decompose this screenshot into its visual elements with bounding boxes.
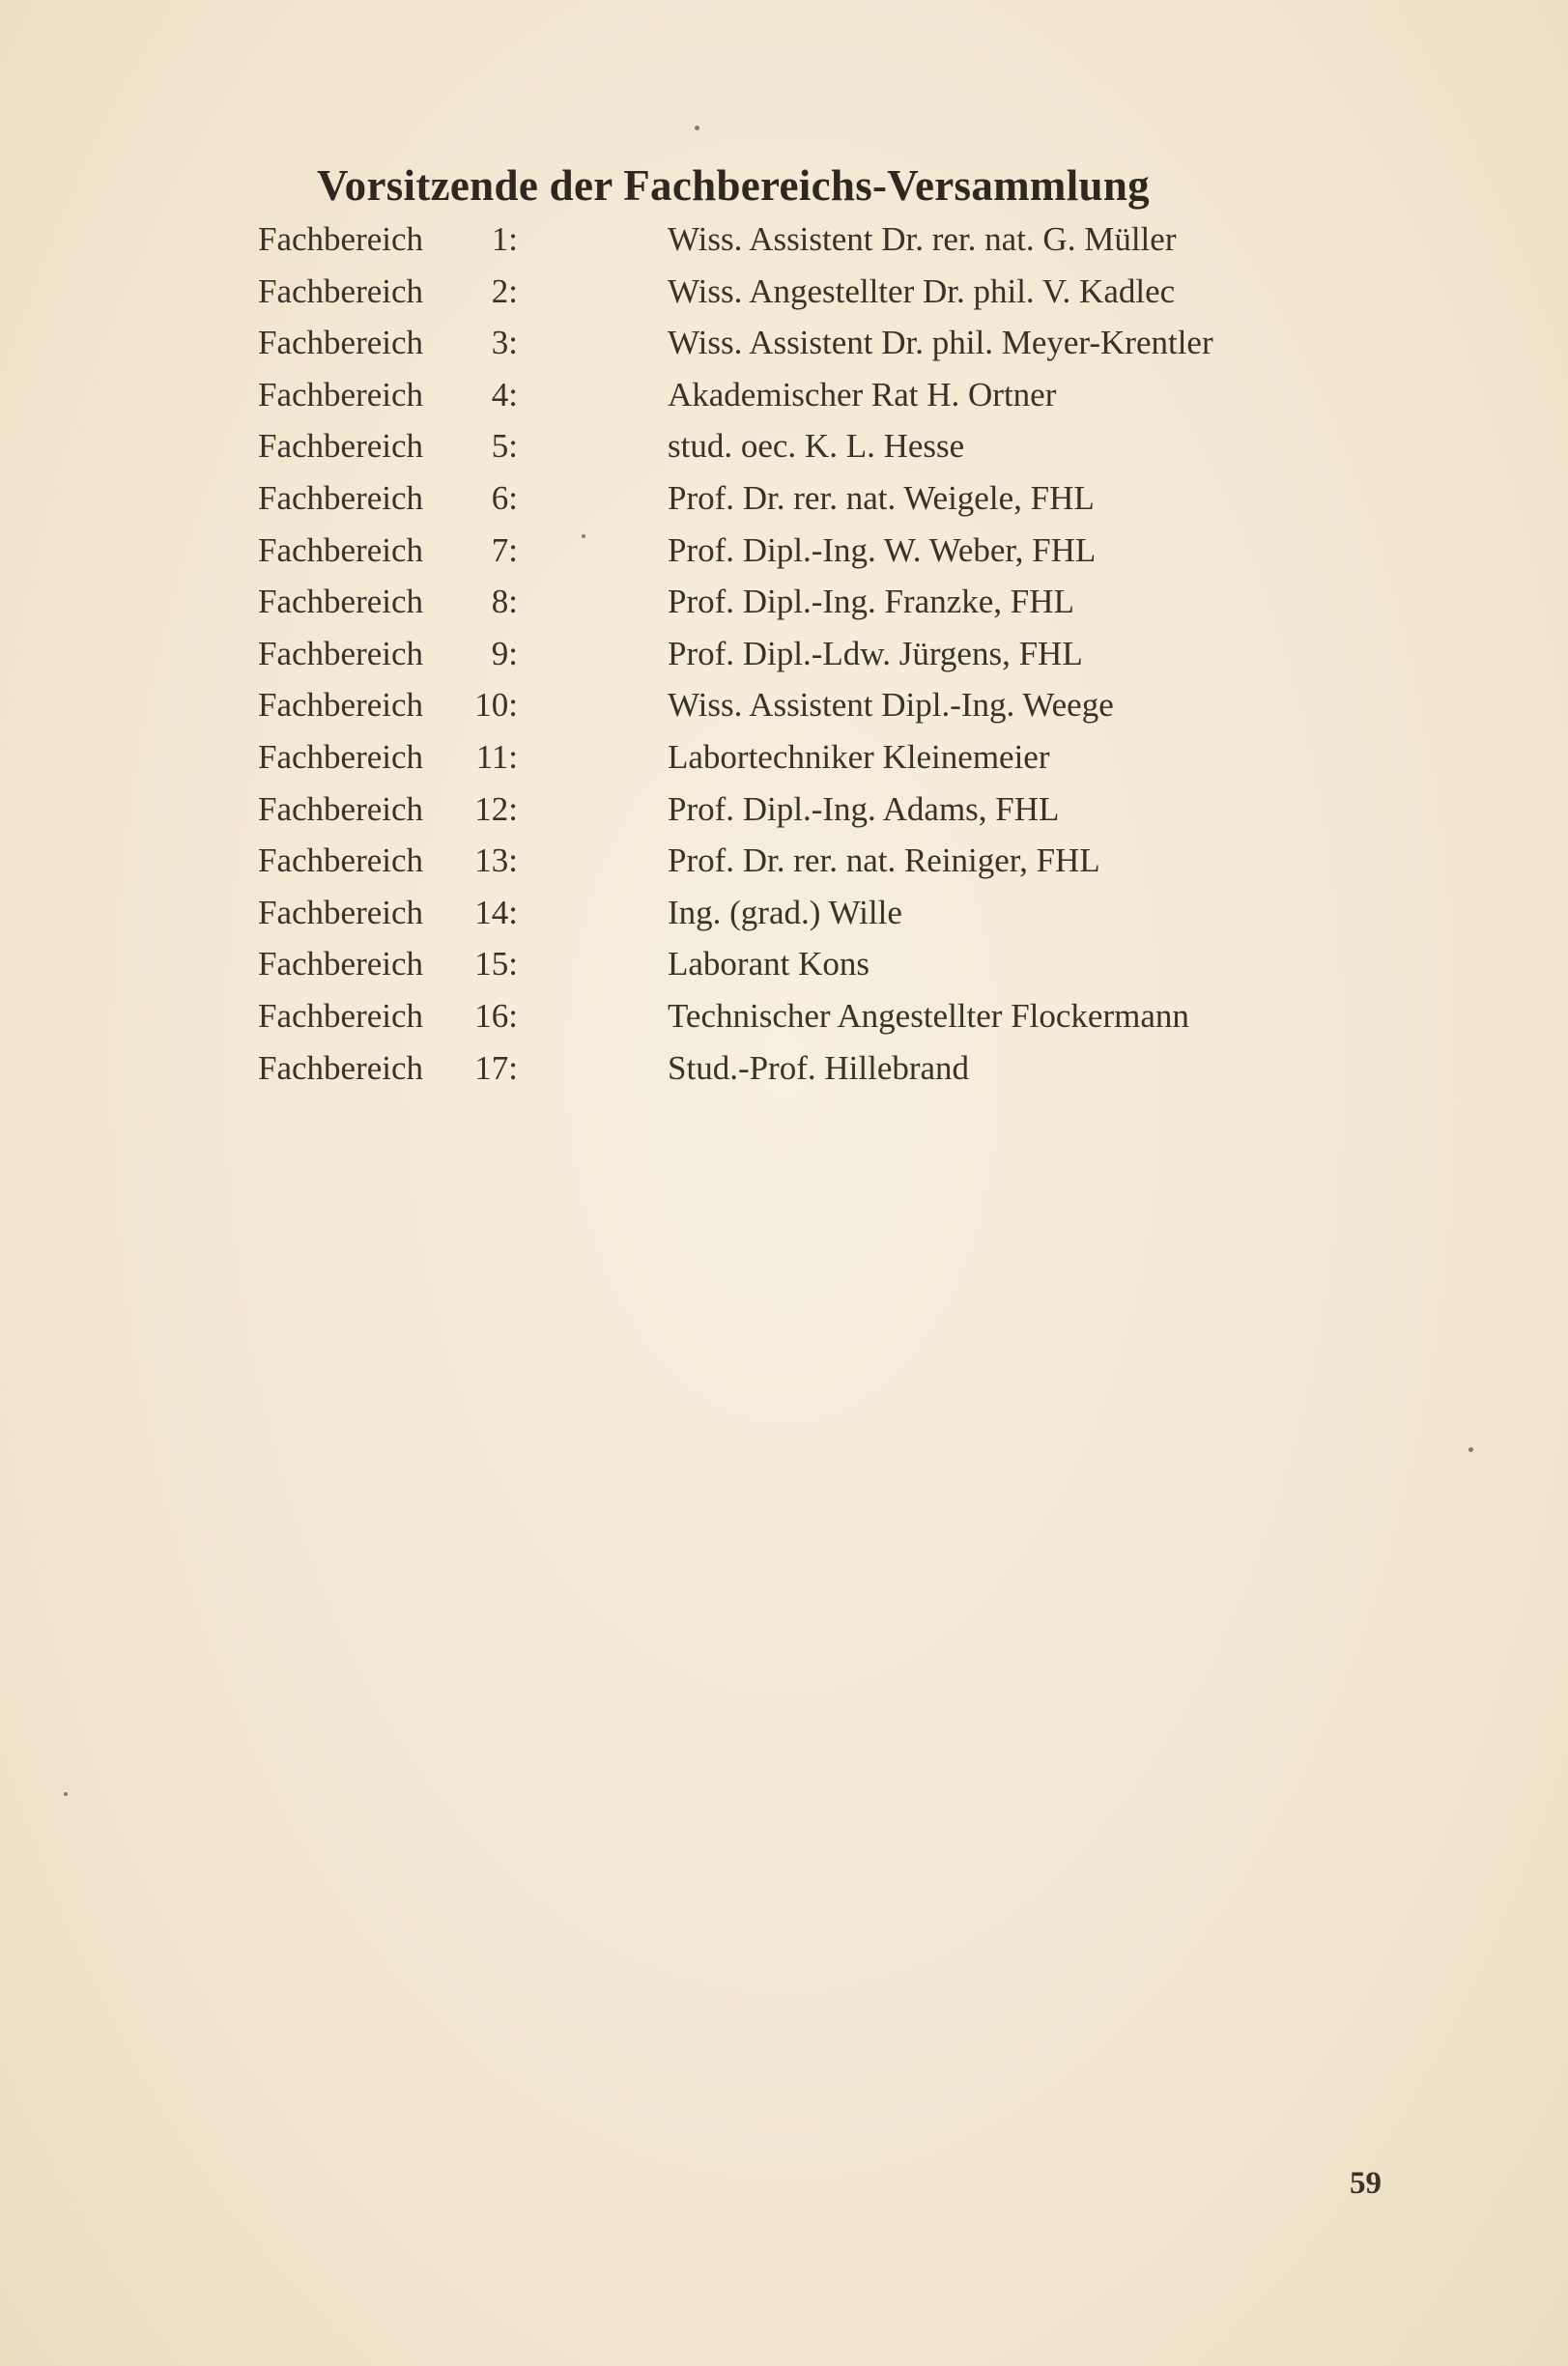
department-label: Fachbereich [258,893,424,931]
list-item [0,479,1568,531]
paper-speck [582,534,585,538]
chair-name: Prof. Dipl.-Ing. Franzke, FHL [668,583,1074,621]
department-number: 12: [474,789,518,828]
department-label: Fachbereich [258,737,424,776]
department-label: Fachbereich [258,220,424,258]
department-number: 13: [474,841,518,880]
list-item [0,997,1568,1049]
list-item [0,220,1568,272]
department-number: 14: [474,893,518,931]
entry-list [0,220,1568,1100]
department-number: 3: [491,324,518,362]
list-item [0,686,1568,738]
department-label: Fachbereich [258,324,424,362]
list-item [0,272,1568,325]
department-label: Fachbereich [258,375,424,413]
department-number: 7: [491,530,518,569]
department-label: Fachbereich [258,686,424,725]
department-label: Fachbereich [258,841,424,880]
department-number: 9: [491,634,518,672]
department-label: Fachbereich [258,1048,424,1087]
page-title: Vorsitzende der Fachbereichs-Versammlung [317,161,1150,210]
chair-name: stud. oec. K. L. Hesse [668,427,965,466]
chair-name: Akademischer Rat H. Ortner [668,375,1057,413]
department-number: 6: [491,478,518,517]
chair-name: Labortechniker Kleinemeier [668,737,1050,776]
list-item [0,894,1568,946]
department-label: Fachbereich [258,996,424,1035]
chair-name: Prof. Dipl.-Ing. Adams, FHL [668,789,1060,828]
paper-speck [695,126,699,130]
department-number: 16: [474,996,518,1035]
chair-name: Wiss. Angestellter Dr. phil. V. Kadlec [668,271,1176,310]
page-number: 59 [1350,2166,1382,2201]
department-label: Fachbereich [258,634,424,672]
list-item [0,945,1568,997]
department-label: Fachbereich [258,271,424,310]
department-label: Fachbereich [258,945,424,983]
chair-name: Prof. Dipl.-Ldw. Jürgens, FHL [668,634,1083,672]
chair-name: Laborant Kons [668,945,870,983]
list-item [0,427,1568,479]
department-number: 2: [491,271,518,310]
department-number: 1: [491,220,518,258]
list-item [0,635,1568,687]
chair-name: Stud.-Prof. Hillebrand [668,1048,970,1087]
list-item [0,324,1568,376]
list-item [0,376,1568,428]
department-label: Fachbereich [258,530,424,569]
list-item [0,738,1568,790]
chair-name: Prof. Dr. rer. nat. Weigele, FHL [668,478,1095,517]
department-label: Fachbereich [258,478,424,517]
department-number: 15: [474,945,518,983]
department-number: 10: [474,686,518,725]
paper-speck [64,1792,68,1796]
chair-name: Wiss. Assistent Dr. phil. Meyer-Krentler [668,324,1213,362]
department-number: 17: [474,1048,518,1087]
chair-name: Technischer Angestellter Flockermann [668,996,1189,1035]
list-item [0,790,1568,842]
department-number: 4: [491,375,518,413]
department-label: Fachbereich [258,789,424,828]
chair-name: Wiss. Assistent Dipl.-Ing. Weege [668,686,1114,725]
department-label: Fachbereich [258,583,424,621]
list-item [0,531,1568,584]
list-item [0,583,1568,635]
paper-speck [1468,1447,1473,1452]
department-number: 8: [491,583,518,621]
list-item [0,1049,1568,1101]
department-number: 11: [475,737,518,776]
department-label: Fachbereich [258,427,424,466]
department-number: 5: [491,427,518,466]
list-item [0,841,1568,894]
chair-name: Prof. Dipl.-Ing. W. Weber, FHL [668,530,1097,569]
chair-name: Wiss. Assistent Dr. rer. nat. G. Müller [668,220,1177,258]
chair-name: Ing. (grad.) Wille [668,893,902,931]
chair-name: Prof. Dr. rer. nat. Reiniger, FHL [668,841,1100,880]
